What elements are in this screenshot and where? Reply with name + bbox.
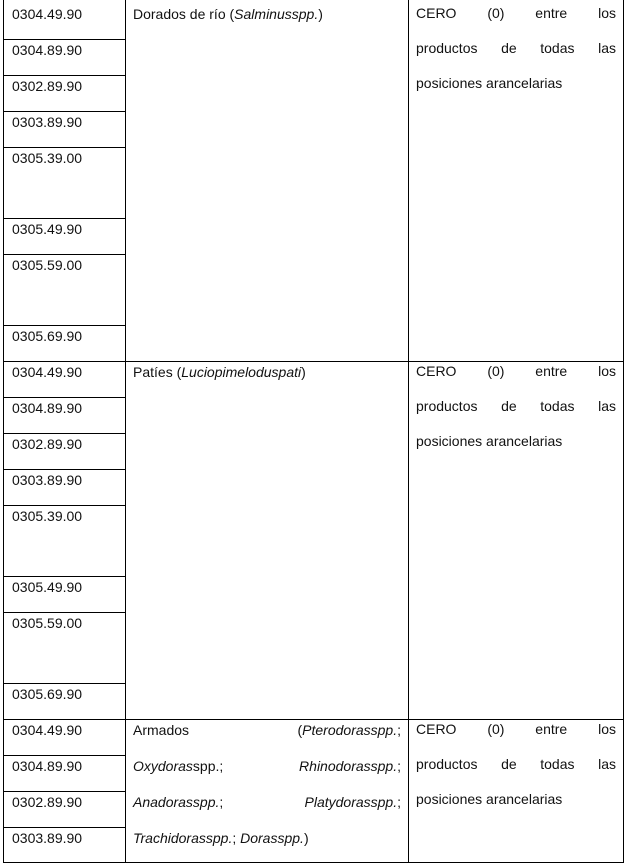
rule-word: productos [416, 398, 478, 414]
tariff-code: 0303.89.90 [12, 472, 83, 488]
description-text: ( [297, 722, 303, 738]
description-text: ; [397, 758, 401, 774]
description-text: ; [397, 794, 401, 810]
rule-word: CERO [416, 721, 457, 737]
tariff-code: 0305.49.90 [12, 579, 83, 595]
tariff-code: 0303.89.90 [12, 114, 83, 130]
species-description [133, 354, 401, 390]
code-row-separator [3, 325, 125, 326]
rule-text: posiciones arancelarias [416, 791, 563, 807]
species-description [133, 0, 401, 32]
description-text: Armados [133, 722, 190, 738]
rule-text: posiciones arancelarias [416, 433, 563, 449]
rule-word: (0) [487, 363, 505, 379]
code-row-separator [3, 39, 125, 40]
rule-word: CERO [416, 5, 457, 21]
rule-word: de [501, 398, 517, 414]
description-text: ; [232, 830, 241, 846]
rule-word: entre [535, 5, 568, 21]
tariff-code: 0304.49.90 [12, 364, 83, 380]
description-text: spp.; [192, 758, 224, 774]
tariff-code: 0303.89.90 [12, 830, 83, 846]
tariff-code: 0304.89.90 [12, 400, 83, 416]
tariff-code: 0305.59.00 [12, 615, 83, 631]
tariff-code: 0305.49.90 [12, 221, 83, 237]
origin-rule [416, 0, 616, 101]
code-row-separator [3, 791, 125, 792]
table-border-bottom [3, 862, 624, 863]
tariff-code: 0302.89.90 [12, 794, 83, 810]
rule-word: las [598, 398, 616, 414]
table-border-right [623, 0, 624, 863]
species-name: Platydorasspp. [304, 794, 398, 810]
code-row-separator [3, 612, 125, 613]
code-row-separator [3, 505, 125, 506]
code-row-separator [3, 397, 125, 398]
table-column-divider [125, 0, 126, 863]
rule-word: productos [416, 756, 478, 772]
tariff-code: 0305.69.90 [12, 328, 83, 344]
rule-word: los [598, 721, 616, 737]
species-name: Anadorasspp. [133, 794, 220, 810]
species-name: Pterodorasspp. [302, 722, 398, 738]
description-text: ; [219, 794, 224, 810]
code-row-separator [3, 755, 125, 756]
tariff-code: 0305.39.00 [12, 508, 83, 524]
tariff-code: 0304.49.90 [12, 6, 83, 22]
code-row-separator [3, 827, 125, 828]
rule-word: las [598, 756, 616, 772]
origin-rule [416, 354, 616, 459]
tariff-code: 0302.89.90 [12, 436, 83, 452]
rule-text: posiciones arancelarias [416, 75, 563, 91]
rule-word: (0) [487, 5, 505, 21]
rule-word: los [598, 5, 616, 21]
tariff-code: 0305.59.00 [12, 257, 83, 273]
description-text: ) [303, 830, 309, 846]
rule-word: todas [540, 40, 575, 56]
rule-word: (0) [487, 721, 505, 737]
code-row-separator [3, 111, 125, 112]
origin-rule [416, 712, 616, 817]
description-text: ) [301, 364, 306, 380]
tariff-code: 0305.69.90 [12, 686, 83, 702]
code-row-separator [3, 147, 125, 148]
description-text: Patíes ( [133, 364, 182, 380]
code-row-separator [3, 576, 125, 577]
tariff-code: 0305.39.00 [12, 150, 83, 166]
species-name: Oxydoras [133, 758, 193, 774]
description-text: Dorados de río ( [133, 6, 235, 22]
code-row-separator [3, 254, 125, 255]
rule-word: entre [535, 363, 568, 379]
species-name: Salminusspp. [234, 6, 319, 22]
tariff-code: 0304.89.90 [12, 42, 83, 58]
rule-word: de [501, 756, 517, 772]
description-text: ; [397, 722, 401, 738]
code-row-separator [3, 75, 125, 76]
code-row-separator [3, 433, 125, 434]
tariff-code: 0302.89.90 [12, 78, 83, 94]
table-border-left [3, 0, 4, 863]
code-row-separator [3, 469, 125, 470]
rule-word: entre [535, 721, 568, 737]
rule-word: de [501, 40, 517, 56]
rule-word: todas [540, 398, 575, 414]
rule-word: todas [540, 756, 575, 772]
rule-word: CERO [416, 363, 457, 379]
tariff-code: 0304.49.90 [12, 722, 83, 738]
code-row-separator [3, 218, 125, 219]
species-name: Luciopimeloduspati [181, 364, 302, 380]
tariff-code: 0304.89.90 [12, 758, 83, 774]
rule-word: productos [416, 40, 478, 56]
rule-word: los [598, 363, 616, 379]
species-description [133, 712, 401, 856]
table-column-divider [408, 0, 409, 863]
code-row-separator [3, 683, 125, 684]
description-text: ) [318, 6, 323, 22]
rule-word: las [598, 40, 616, 56]
species-name: Trachidorasspp. [133, 830, 233, 846]
species-name: Dorasspp. [240, 830, 304, 846]
species-name: Rhinodorasspp. [299, 758, 398, 774]
